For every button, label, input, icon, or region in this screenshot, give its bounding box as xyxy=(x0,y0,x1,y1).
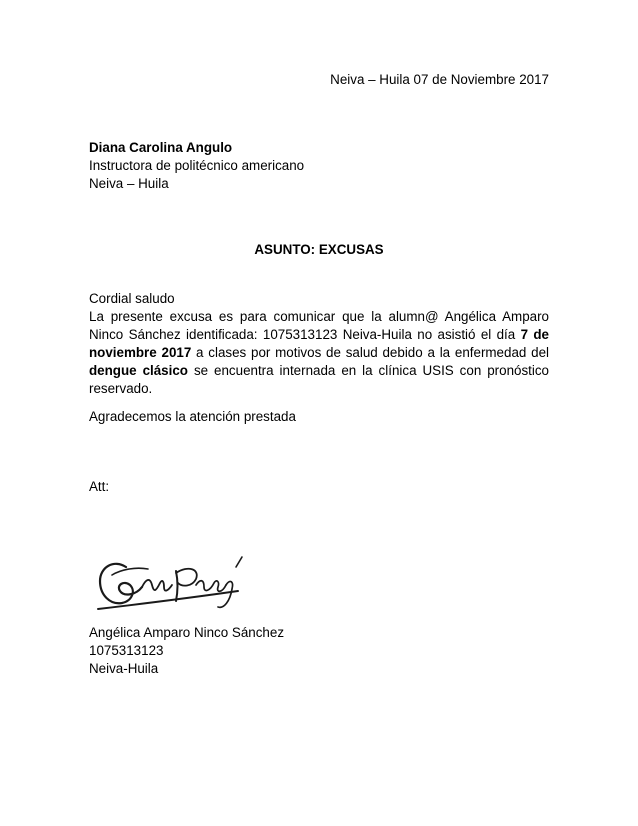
recipient-block xyxy=(89,139,304,193)
recipient-city: Neiva – Huila xyxy=(89,176,169,191)
signer-name: Angélica Amparo Ninco Sánchez xyxy=(89,625,285,640)
letter-body xyxy=(89,290,549,398)
handwritten-signature-icon xyxy=(92,545,252,617)
signer-city: Neiva-Huila xyxy=(89,661,159,676)
body-disease-bold: dengue clásico xyxy=(89,363,188,378)
body-paragraph xyxy=(89,308,549,398)
body-text-3: se encuentra internada en la clínica USIS con pronóstico reservado. xyxy=(89,363,549,396)
body-text-1: La presente excusa es para comunicar que la alumn@ Angélica Amparo Ninco Sánchez identificada: 1075313123 Neiva-Huila no asistió el día xyxy=(89,309,549,342)
date-line: Neiva – Huila 07 de Noviembre 2017 xyxy=(330,72,549,87)
greeting: Cordial saludo xyxy=(89,291,175,306)
recipient-role: Instructora de politécnico americano xyxy=(89,158,305,173)
signer-id: 1075313123 xyxy=(89,643,164,658)
closing-att: Att: xyxy=(89,479,110,494)
subject-line: ASUNTO: EXCUSAS xyxy=(254,242,384,257)
thanks-line: Agradecemos la atención prestada xyxy=(89,409,296,424)
body-date-bold: 7 de noviembre 2017 xyxy=(89,327,549,360)
recipient-name: Diana Carolina Angulo xyxy=(89,140,233,155)
signer-block xyxy=(89,624,284,678)
body-text-2: a clases por motivos de salud debido a la enfermedad del xyxy=(191,345,549,360)
